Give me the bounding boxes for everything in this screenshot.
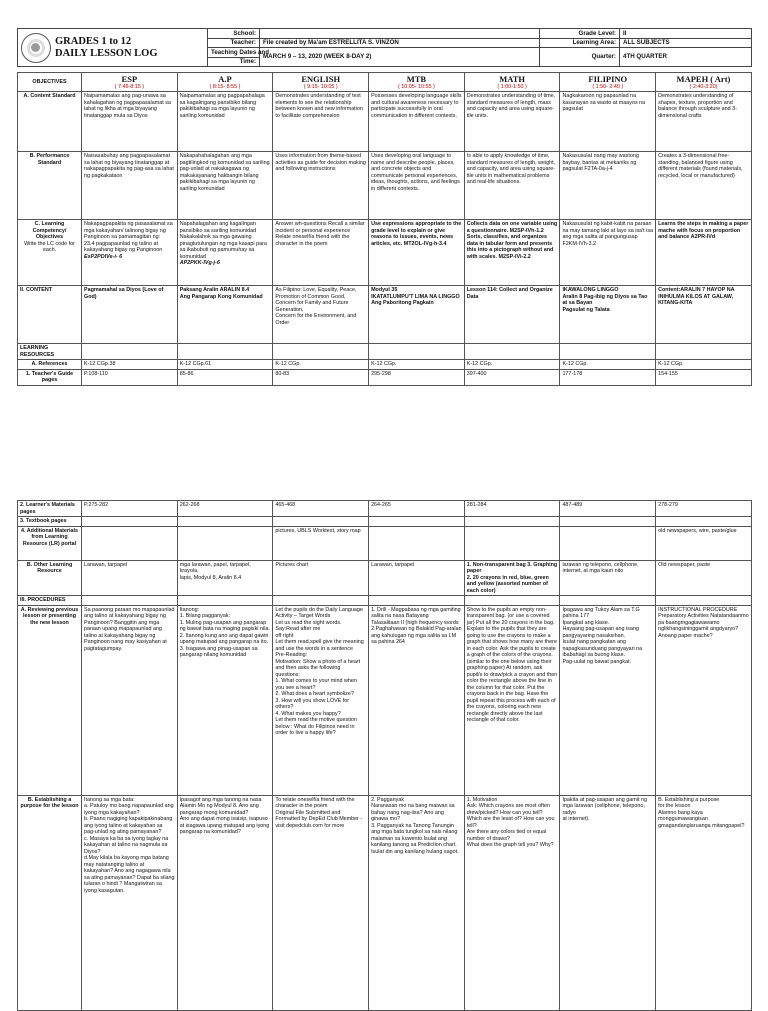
lesson-cell [273,605,369,795]
row-label [18,596,82,606]
cell-text: Itanong: 1. Bilang pagganyak: 1. Muling pag-usapan ang pangarap ng bawat bata na maging pagiski nila. 2. Itanong kung ano ang dapat gawin upang matupad ang pangarap na ito. 3. Isagawa ang pinag-usapan sa pangarap nilang komunidad [179,606,270,658]
lesson-row [18,360,752,370]
cell-text: 264-265 [371,502,391,508]
cell-text: Old newspaper, paste [658,561,711,568]
row-label-text: 2. Learner's Materials pages [20,502,75,515]
page-gap [0,450,768,500]
lesson-cell [560,152,656,220]
row-label-text: B. Other Learning Resource [26,561,73,574]
cell-text: P.108-110 [84,370,108,377]
lesson-cell [560,596,656,606]
row-label [18,605,82,795]
subject-time: ( 2:40-3:20) [689,84,718,90]
lesson-cell [82,92,178,152]
lesson-cell [369,344,465,360]
row-label [18,369,82,385]
cell-text: 85-86 [179,370,194,377]
lesson-cell [464,369,560,385]
cell-text: K-12 CGp. [371,361,397,367]
lesson-cell [560,360,656,370]
lesson-cell [273,501,369,517]
lesson-cell [560,220,656,286]
row-label [18,92,82,152]
subject-header-cell [273,73,369,92]
lesson-cell [369,152,465,220]
row-label-text: B. Establishing a purpose for the lesson [20,796,79,809]
lesson-cell [656,369,752,385]
cell-text: Ipakita at pag-usapan ang gamit ng mga larawan (cellphone, telepono, radyo at internet). [562,796,647,822]
lesson-cell [82,560,178,596]
cell-text: Napahalagahan ang kagalingan pansibiko sa sariling komunidad Nakakalahok sa mga gawaing pinagtutulungan ng mga kasapi para sa ikabubuti ng pamumuhay sa komunidad [179,221,267,260]
cell-text: K-12 CGp. [562,361,588,367]
dates-label: Teaching Dates and [208,48,260,58]
lesson-cell [177,517,273,527]
lesson-cell [369,560,465,596]
lesson-cell [273,92,369,152]
objectives-label: OBJECTIVES [18,73,82,92]
cell-text: pictures, UBLS Worktext, story map [275,527,361,534]
row-label [18,526,82,560]
lesson-cell [273,369,369,385]
lesson-cell [656,220,752,286]
lesson-cell [369,517,465,527]
lesson-cell [369,286,465,344]
dates-value: MARCH 9 – 13, 2020 (WEEK 8-DAY 2) [260,48,540,67]
school-value [260,29,540,39]
cell-text: To relate oneself/a friend with the character in the poem Original File Submitted and Formatted by DepEd Club Member - visit depedclub.com for more [275,796,363,829]
row-label [18,795,82,1010]
cell-text: Larawan, tarpapel [84,561,128,568]
subject-name: MAPEH ( Art) [676,74,731,84]
cell-text: B. Establishing a purpose for the lesson Alamno bang kaya monggumawangisan gmagandanglaruanga mitangpapel? [658,796,745,829]
teacher-label: Teacher: [208,38,260,48]
subject-time: ( 7:45-8:15 ) [114,84,145,90]
cell-text: 487-489 [562,502,583,508]
title-line-1: GRADES 1 to 12 [55,35,132,47]
lesson-cell [464,344,560,360]
cell-text: 262-268 [179,502,200,508]
lc-code: AP2PKK-IVg-j-6 [179,260,220,266]
lesson-row [18,517,752,527]
lesson-row [18,286,752,344]
lesson-cell [560,605,656,795]
lesson-cell [369,605,465,795]
cell-text: Naipamamalas ang pagpapahalaga sa kagalingang pansibiko bilang pakikibahagi sa mga layunin ng sariling komunidad [179,93,265,119]
area-value: ALL SUBJECTS [620,38,752,48]
lesson-cell [82,360,178,370]
lesson-cell [656,152,752,220]
cell-text: P.275-282 [84,502,109,508]
cell-text: 80-83 [275,370,290,377]
cell-text: 177-178 [562,370,583,377]
lesson-cell [656,92,752,152]
lesson-cell [82,369,178,385]
row-sublabel: Write the LC code for each. [24,240,75,253]
lesson-cell [177,152,273,220]
lesson-cell [82,152,178,220]
cell-text: Paksang Aralin ARALIN 8.4 Ang Pangarap Kong Komunidad [179,287,263,300]
lesson-cell [273,360,369,370]
lesson-cell [369,360,465,370]
row-label [18,501,82,517]
cell-text: larawan ng telepono, cellphone, internet, at mga kauri nito [562,561,639,574]
lesson-row [18,369,752,385]
lesson-table-page-1 [17,72,752,386]
cell-text: Collects data on one variable using a questionnaire. M2SP-IVh-1.2 Sorts, classifies, and organizes data in tabular form and presents this into a pictograph without and with scales. M2SP-IVi-2.2 [466,221,558,260]
lesson-cell [656,795,752,1010]
grade-value: II [620,29,752,39]
cell-text: 2. Pagganyak Naranasan mo na bang maiwan sa bahay nang nag-iisa? Ano ang ginawa mo? 3. Pagganyak na Tanong Tanungin ang mga bata tungkol sa nais nilang malaman sa kuwento.Isulat ang kanilang tanong sa Prediction chart. Isulat din ang kanilang hulang sagot. [371,796,459,855]
cell-text: Possesses developing language skills and cultural awareness necessary to participate successfully in oral communication in different contexts. [371,93,462,119]
lesson-cell [464,286,560,344]
cell-text: INSTRUCTIONAL PROCEDURE Preparatory Activities Natatandaanmo pa baangmgagiawawamo nglikhangsininggamit angdyaryo? Anoang paper mache? [658,606,749,639]
lesson-cell [273,220,369,286]
cell-text: Pictures chart [275,561,309,568]
lesson-cell [656,560,752,596]
cell-text: IKAWALONG LINGGO Aralin 8 Pag-ibig ng Diyos sa Tao at sa Bayan Pagsulat ng Talata [562,287,648,313]
row-label-text: 1. Teacher's Guide pages [25,370,74,383]
row-label-text: A. References [31,361,68,367]
lesson-row [18,152,752,220]
cell-text: 1. Motivation Ask: Which crayons are most often drew/picked? How can you tell? Which are the least of? How can you tell? Are there any colors tied or equal number of draws? What does the graph tell you? Why? [466,796,555,848]
cell-text: Nakapahahalagahan ang mga pagtilingkod ng komunidad sa sariling pag-unlad at nakakagawa ng makakayanang hakbangin bilang pakikibahagi sa mga layunin ng sariling komunidad [179,153,270,192]
title-line-2: DAILY LESSON LOG [55,47,158,59]
row-label [18,344,82,360]
row-label-text: 4. Additional Materials from Learning Resource (LR) portal [20,527,78,547]
lesson-cell [464,795,560,1010]
subject-time: ( 9:15- 10:05 ) [303,84,338,90]
cell-text: 1. Non-transparent bag 3. Graphing paper 2. 20 crayons in red, blue, green and yellow (assorted number of each color) [466,561,558,594]
cell-text: Learns the steps in making a paper mache with focus on proportion and balance A2PR-IVd [658,221,749,240]
lesson-cell [464,220,560,286]
subject-header-cell [177,73,273,92]
cell-text: K-12 CGp. [466,361,493,367]
subject-header-cell [560,73,656,92]
subject-header-cell [656,73,752,92]
cell-text: K-12 CGp. [275,361,301,367]
subject-time: ( 1:50- 2:40 ) [592,84,624,90]
lesson-cell [656,360,752,370]
lesson-cell [464,360,560,370]
lesson-cell [177,501,273,517]
lesson-cell [656,286,752,344]
lesson-cell [560,560,656,596]
cell-text: Ipasagot ang mga tanong na nasa Alamin Mo ng Modyul 8. Ano ang pangarap mong komunidad? Ano ang dapat mong isaisip, isapuso at isagawa upang matupad ang iyong pangarap na komunidad? [179,796,270,835]
cell-text: Demonstrates understanding of shapes, texture, proportion and balance through sculpture and 3-dimensional crafts [658,93,737,119]
cell-text: As Filipino: Love, Equality, Peace, Promotion of Common Good, Concern for Family and Future Generation, Concern for the Environment, and Order [275,287,357,326]
lesson-cell [82,605,178,795]
lesson-cell [273,795,369,1010]
school-label: School: [208,29,260,39]
cell-text: 465-468 [275,502,296,508]
lesson-cell [369,92,465,152]
lesson-cell [560,501,656,517]
lesson-cell [560,517,656,527]
lesson-cell [82,344,178,360]
lesson-cell [464,596,560,606]
subject-time: ( 10:05- 10:55 ) [397,84,435,90]
cell-text: Pagmamahal sa Diyos (Love of God) [84,287,164,300]
row-label [18,220,82,286]
lesson-cell [464,526,560,560]
row-label-text: II. CONTENT [20,287,53,293]
lesson-row [18,344,752,360]
subject-name: ENGLISH [301,74,341,84]
cell-text: K-12 CGp. [658,361,684,367]
lesson-row [18,795,752,1010]
lesson-cell [82,596,178,606]
cell-text: Content:ARALIN 7 HAYOP NA INIHULMA KILOS AT GALAW, KITANG-KITA [658,287,735,306]
row-label [18,286,82,344]
subject-name: FILIPINO [588,74,628,84]
subject-name: ESP [121,74,138,84]
lesson-cell [177,360,273,370]
row-label-text: A. Reviewing previous lesson or presenting the new lesson [20,606,79,626]
row-label [18,560,82,596]
cell-text: 1. Drill - Magpabasa ng mga gamiting salita na nasa Batayang Talasalitaan II (high frequency words 2.Paghahawan ng Balakid Pag-aralan ang kahulugan ng mga salita sa LM sa pahina 264 [371,606,462,645]
quarter-value: 4TH QUARTER [620,48,752,67]
row-label [18,517,82,527]
row-label-text: III. PROCEDURES [20,597,66,603]
header-table [17,28,752,67]
lesson-cell [82,526,178,560]
lesson-cell [177,220,273,286]
area-label: Learning Area: [540,38,620,48]
teacher-value: File created by Ma'am ESTRELLITA S. VINZON [260,38,540,48]
lesson-cell [369,795,465,1010]
lesson-cell [369,501,465,517]
lesson-cell [82,501,178,517]
cell-text: Creates a 3-dimensional free-standing, balanced figure using different materials (found materials, recycled, local or manufactured) [658,153,743,179]
lesson-row [18,560,752,596]
lesson-cell [177,344,273,360]
lesson-cell [560,369,656,385]
cell-text: Larawan, tarpapel [371,561,415,568]
lesson-cell [177,560,273,596]
lesson-cell [369,220,465,286]
lesson-row [18,596,752,606]
cell-text: Naipamamalas ang pag-unawa sa kahalagahan ng pagpapasalamat sa lahat ng likha at mga biyayang tinatanggap mula sa Diyos [84,93,171,119]
lesson-row [18,605,752,795]
cell-text: Let the pupils do the Daily Language Activity – Target Words Let us read the sight words. Say:Read after me off right Let them read,spell give the meaning and use the words in a sentence Pre-Reading: Motivation: Show a photo of a heart and then asks the following questions: 1. What comes to your mind when you see a heart? 2. What does a heart symbolize? 3. How will you show LOVE for others? 4. What makes you happy? Let them read the motive question below : What do Filipinos need in order to live a happy life? [275,606,364,736]
cell-text: Answer wh-questions Recall a similar incident or personal experience Relate oneself/a friend with the character in the poem [275,221,365,247]
logo-title-cell [18,29,208,67]
cell-text: 278-279 [658,502,678,508]
lesson-cell [273,152,369,220]
deped-seal-icon [21,33,51,63]
cell-text: 281-284 [466,502,487,508]
lesson-cell [464,560,560,596]
page-one [17,28,751,450]
lesson-cell [560,344,656,360]
subject-time: ( 1:00-1:50 ) [497,84,527,90]
row-label-text: B. Performance Standard [29,153,70,166]
row-label [18,360,82,370]
lesson-cell [464,605,560,795]
lesson-cell [273,517,369,527]
lesson-cell [177,286,273,344]
lc-code: EsP2PDIVe-i- 6 [84,253,123,260]
lesson-cell [560,286,656,344]
lesson-cell [82,795,178,1010]
lesson-cell [560,92,656,152]
cell-text: mga larawan, papel, tarpapel, krayola, lapis, Modyul 8, Aralin 8.4 [179,561,251,581]
cell-text: 154-155 [658,370,678,377]
time-label: Time: [208,57,260,67]
lesson-cell [656,501,752,517]
subject-header-cell [82,73,178,92]
subject-header-cell [464,73,560,92]
lesson-cell [656,596,752,606]
cell-text: old newspapers, wire, paste/glue [658,527,737,534]
lesson-cell [82,286,178,344]
cell-text: Itanong sa mga bata: a. Patuloy mo bang napapaunlad ang iyong mga kakayahan? b. Paano nagiging kapakipakinabang ang iyong talino at kakayahan sa pag-unlad ng ating pamayanan? c. Masaya ka ba sa iyong taglay na kakayahan at talino na nagmula sa Diyos? d.May kilala ba kayong mga batang may natatanging talino at kakayahan? Ano ang nagagawa nila sa ating pamayanan? Dapat ba silang tularan o hindi ? Mangatwiran sa iyong kasagutan. [84,796,175,894]
lesson-cell [273,526,369,560]
lesson-cell [177,526,273,560]
cell-text: Show to the pupils an empty non-transparent bag. (or use a covered jar) Put all the 20 crayons in the bag. Explain to the pupils that they are going to use the crayons to make a graph that shows how many are there in each color. Ask the pupils to create a graph of the colors of the crayons. (similar to the one below using their graphing paper) At random, ask pupil/s to draw/pick a crayon and then color the rectangle above the line in the column for that color. Put the crayons back in the bag. Have the pupil repeat this process with each of the crayons, coloring each new rectangle directly above the last rectangle of that color. [466,606,558,723]
cell-text: K-12 CGp.38 [84,361,116,367]
row-label [18,152,82,220]
lesson-row [18,220,752,286]
cell-text: Nakapagpapakita ng pasasalamat sa mga kakayahan/ talinong bigay ng Panginoon sa pamamagitan ng: 23.4 pagpapaunlad ng talino at kakayahang bigay ng Panginoon [84,221,173,253]
lesson-cell [82,220,178,286]
lesson-cell [560,526,656,560]
lesson-cell [464,92,560,152]
subject-header-cell [369,73,465,92]
lesson-table-page-2 [17,500,752,1011]
lesson-cell [177,369,273,385]
lesson-cell [464,517,560,527]
lesson-row [18,526,752,560]
lesson-cell [273,596,369,606]
lesson-cell [656,526,752,560]
cell-text: Nakasusulat nang may wastong baybay, bantas at mekaniks ng pagsulat F2TA-0a-j-4 [562,153,639,172]
cell-text: Ipagawa ang Tukoy Alam sa T.G pahina 177 Ipangkat ang klase. Hayaang pag-usapan ang isang pangyayaring nasaksihan. Isulat nang pangkatan ang napagkasunduang pangyayari na ibabahagi sa buong klase. Pag-uulat ng bawat pangkat. [562,606,643,665]
row-label-text: A. Content Standard [23,93,76,99]
lesson-cell [273,286,369,344]
row-label-text: C. Learning Competency/ Objectives [32,221,67,240]
lesson-cell [177,92,273,152]
brand [21,30,204,66]
cell-text: Uses information from theme-based activities as guide for decision making and following instructions [275,153,366,172]
cell-text: Lesson 114: Collect and Organize Data [466,287,553,300]
cell-text: Naisasabuhay ang pagpapasalamat sa lahat ng biyayang tinatanggap at nakapagpapakita ng pag-asa sa lahat ng pagkakataon [84,153,174,179]
lesson-cell [273,560,369,596]
cell-text: 397-400 [466,370,487,377]
cell-text: 295-298 [371,370,391,377]
lesson-cell [273,344,369,360]
cell-text: Use expressions appropriate to the grade level to explain or give reasons to issues, events, news articles, etc. MT2OL-IVg-h-3.4 [371,221,462,247]
lesson-cell [369,369,465,385]
lesson-cell [656,517,752,527]
cell-text: Nagkakaroon ng papaunlad na kasanayan sa wasto at maayos na pagsulat [562,93,646,112]
lesson-cell [177,596,273,606]
lesson-cell [82,517,178,527]
cell-text: Is able to apply knowledge of time, standard measures of length, weight, and capacity, and area using square-tile units in mathematical problems and real-life situations. [466,153,556,185]
lesson-row [18,92,752,152]
row-label-text: 3. Textbook pages [20,518,67,524]
lesson-cell [177,605,273,795]
subject-name: A.P [218,74,232,84]
row-label-text: LEARNING RESOURCES [20,345,55,358]
cell-text: Demonstrates understanding of time, standard measures of length, mass and capacity and area using square-tile units. [466,93,556,119]
log-title [55,36,158,60]
lesson-cell [369,596,465,606]
lesson-row [18,501,752,517]
cell-text: K-12 CGp.61 [179,361,212,367]
cell-text: Modyul 35 IKATATLUMPU'T LIMA NA LINGGO Ang Paboritong Pagkain [371,287,460,306]
lesson-cell [464,152,560,220]
lesson-cell [560,795,656,1010]
grade-label: Grade Level: [540,29,620,39]
lesson-cell [656,344,752,360]
cell-text: Demonstrates understanding of text elements to see the relationship between known and new information to facilitate comprehension [275,93,363,119]
subject-name: MATH [499,74,525,84]
cell-text: Nakasusulat ng kabit-kabit na paraan na may tamang laki at layo sa isa't isa ang mga salita at pangungusap F2KM-IVh-3.2 [562,221,654,247]
lesson-cell [656,605,752,795]
subject-name: MTB [406,74,427,84]
lesson-cell [464,501,560,517]
quarter-label: Quarter: [540,48,620,67]
lesson-cell [177,795,273,1010]
cell-text: Sa paanong paraan mo mapapaunlad ang talino at kakayahang bigay ng Panginoon? Banggitin ang mga paraan upang mapapaunlad ang talino at kakayahang bigay ng Panginoon nang may kasiyahan at pagtatagumpay. [84,606,175,652]
page-two [17,500,751,1006]
subject-header-row [18,73,752,92]
lesson-cell [369,526,465,560]
cell-text: Uses developing oral language to name and describe people, places, and concrete objects and communicate personal experiences, ideas, thoughts, actions, and feelings in different contexts. [371,153,460,192]
subject-time: ( 8:15- 8:55 ) [209,84,241,90]
